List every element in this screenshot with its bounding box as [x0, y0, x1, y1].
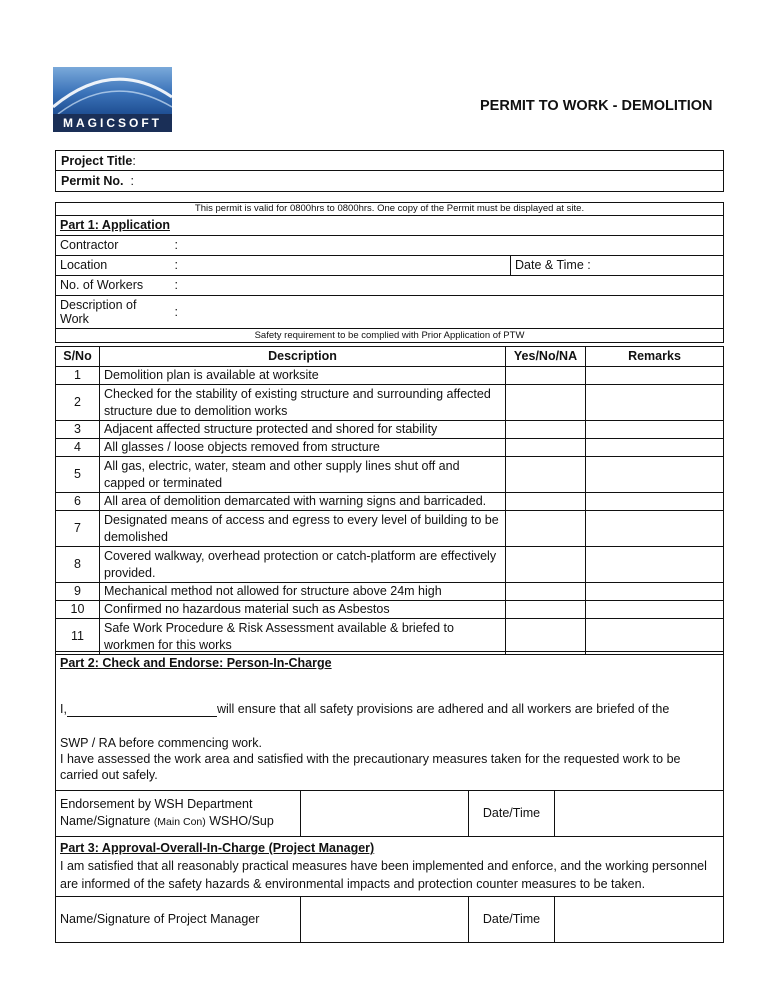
- remarks-cell[interactable]: [586, 457, 724, 493]
- row-number: 10: [56, 601, 100, 619]
- workers-field[interactable]: :: [171, 276, 724, 296]
- col-sno: S/No: [56, 347, 100, 367]
- permit-no-label: Permit No.: [61, 174, 124, 188]
- part1-table: [55, 202, 724, 343]
- table-row: [56, 385, 724, 421]
- remarks-cell[interactable]: [586, 439, 724, 457]
- description-field[interactable]: :: [171, 296, 724, 329]
- row-description: Confirmed no hazardous material such as Asbestos: [100, 601, 506, 619]
- row-number: 9: [56, 583, 100, 601]
- row-number: 3: [56, 421, 100, 439]
- col-remarks: Remarks: [586, 347, 724, 367]
- remarks-cell[interactable]: [586, 511, 724, 547]
- permit-no-row: [56, 171, 723, 191]
- part2-part3-table: [55, 651, 724, 943]
- row-description: Designated means of access and egress to every level of building to be demolished: [100, 511, 506, 547]
- remarks-cell[interactable]: [586, 421, 724, 439]
- row-number: 11: [56, 619, 100, 655]
- pm-signature-label: Name/Signature of Project Manager: [56, 897, 301, 943]
- table-row: [56, 367, 724, 385]
- remarks-cell[interactable]: [586, 367, 724, 385]
- name-signature-line[interactable]: [67, 704, 217, 717]
- project-title-row: [56, 151, 723, 171]
- location-field[interactable]: :: [171, 256, 511, 276]
- col-yes-no-na: Yes/No/NA: [506, 347, 586, 367]
- row-description: Adjacent affected structure protected and shored for stability: [100, 421, 506, 439]
- company-logo: [53, 67, 172, 132]
- table-row: [56, 421, 724, 439]
- workers-label: No. of Workers: [56, 276, 171, 296]
- pm-signature-field[interactable]: [301, 897, 469, 943]
- endorsement-label: Endorsement by WSH Department Name/Signature (Main Con) WSHO/Sup: [56, 791, 301, 837]
- row-description: All glasses / loose objects removed from structure: [100, 439, 506, 457]
- colon: :: [130, 174, 134, 188]
- contractor-label: Contractor: [56, 236, 171, 256]
- row-description: All area of demolition demarcated with warning signs and barricaded.: [100, 493, 506, 511]
- row-number: 7: [56, 511, 100, 547]
- document-title: PERMIT TO WORK - DEMOLITION: [480, 98, 713, 114]
- yes-no-na-cell[interactable]: [506, 583, 586, 601]
- remarks-cell[interactable]: [586, 385, 724, 421]
- checklist-table: [55, 346, 724, 655]
- pm-date-field[interactable]: [555, 897, 724, 943]
- col-description: Description: [100, 347, 506, 367]
- assessment-statement: I have assessed the work area and satisfied with the precautionary measures taken for the requested work to be carried out safely.: [60, 752, 681, 782]
- row-number: 8: [56, 547, 100, 583]
- part3-statement: I am satisfied that all reasonably practical measures have been implemented and enforce, and the working personnel are informed of the safety hazards & environmental impacts and protection counter measures to be taken.: [60, 859, 707, 891]
- swp-line: SWP / RA before commencing work.: [60, 736, 262, 750]
- row-number: 5: [56, 457, 100, 493]
- remarks-cell[interactable]: [586, 547, 724, 583]
- yes-no-na-cell[interactable]: [506, 367, 586, 385]
- remarks-cell[interactable]: [586, 583, 724, 601]
- table-row: [56, 439, 724, 457]
- row-description: Demolition plan is available at worksite: [100, 367, 506, 385]
- safety-requirement-note: Safety requirement to be complied with Prior Application of PTW: [56, 329, 724, 343]
- remarks-cell[interactable]: [586, 619, 724, 655]
- row-number: 2: [56, 385, 100, 421]
- table-row: [56, 493, 724, 511]
- table-row: [56, 457, 724, 493]
- table-row: [56, 511, 724, 547]
- yes-no-na-cell[interactable]: [506, 511, 586, 547]
- project-title-label: Project Title: [61, 154, 133, 168]
- validity-note: This permit is valid for 0800hrs to 0800hrs. One copy of the Permit must be displayed at site.: [56, 203, 724, 216]
- row-description: Safe Work Procedure & Risk Assessment available & briefed to workmen for this works: [100, 619, 506, 655]
- endorsement-date-field[interactable]: [555, 791, 724, 837]
- logo-graphic: [53, 67, 172, 114]
- logo-text: MAGICSOFT: [53, 114, 172, 132]
- yes-no-na-cell[interactable]: [506, 547, 586, 583]
- yes-no-na-cell[interactable]: [506, 421, 586, 439]
- colon: :: [132, 154, 136, 168]
- part2-block: [56, 652, 724, 791]
- permit-header-box: [55, 150, 724, 192]
- row-number: 6: [56, 493, 100, 511]
- row-number: 4: [56, 439, 100, 457]
- yes-no-na-cell[interactable]: [506, 601, 586, 619]
- table-row: [56, 547, 724, 583]
- pledge-line: I, will ensure that all safety provisions are adhered and all workers are briefed of the: [60, 702, 670, 716]
- row-description: All gas, electric, water, steam and other supply lines shut off and capped or terminated: [100, 457, 506, 493]
- part1-heading: Part 1: Application: [56, 216, 724, 236]
- remarks-cell[interactable]: [586, 601, 724, 619]
- endorsement-signature-field[interactable]: [301, 791, 469, 837]
- yes-no-na-cell[interactable]: [506, 457, 586, 493]
- row-number: 1: [56, 367, 100, 385]
- contractor-field[interactable]: :: [171, 236, 724, 256]
- endorsement-date-label: Date/Time: [469, 791, 555, 837]
- table-row: [56, 601, 724, 619]
- yes-no-na-cell[interactable]: [506, 619, 586, 655]
- remarks-cell[interactable]: [586, 493, 724, 511]
- part2-heading: Part 2: Check and Endorse: Person-In-Charge: [60, 656, 332, 670]
- part3-heading: Part 3: Approval-Overall-In-Charge (Project Manager): [60, 841, 375, 855]
- table-row: [56, 583, 724, 601]
- yes-no-na-cell[interactable]: [506, 385, 586, 421]
- table-row: [56, 619, 724, 655]
- part3-block: [56, 837, 724, 897]
- date-time-field[interactable]: Date & Time :: [511, 256, 724, 276]
- pm-date-label: Date/Time: [469, 897, 555, 943]
- location-label: Location: [56, 256, 171, 276]
- row-description: Mechanical method not allowed for structure above 24m high: [100, 583, 506, 601]
- yes-no-na-cell[interactable]: [506, 493, 586, 511]
- yes-no-na-cell[interactable]: [506, 439, 586, 457]
- description-label: Description of Work: [56, 296, 171, 329]
- row-description: Checked for the stability of existing structure and surrounding affected structure due to demolition works: [100, 385, 506, 421]
- row-description: Covered walkway, overhead protection or catch-platform are effectively provided.: [100, 547, 506, 583]
